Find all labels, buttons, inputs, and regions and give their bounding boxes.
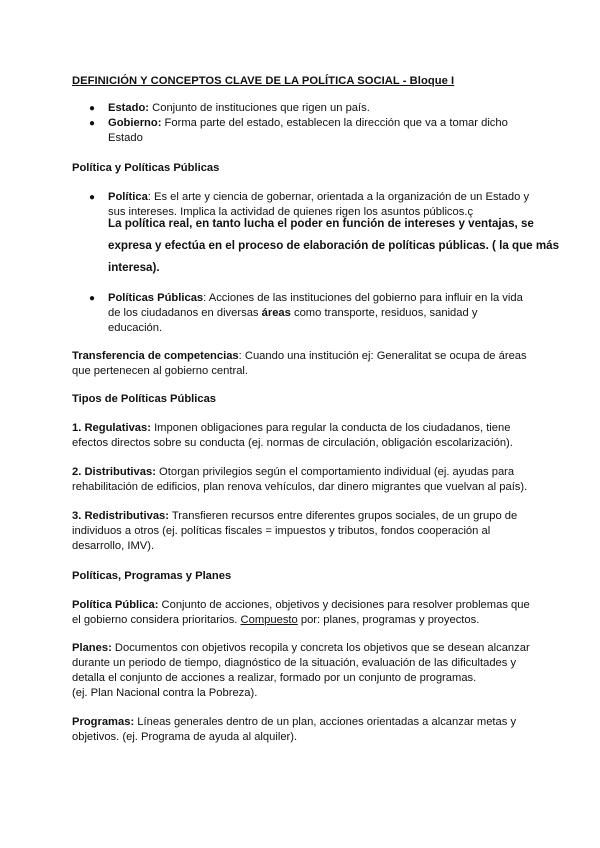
definition-politicas-publicas: : Acciones de las instituciones del gobierno para influir en la vida de los ciudadanos en diversas	[108, 292, 523, 319]
definition-gobierno: Forma parte del estado, establecen la dirección que va a tomar dicho Estado	[108, 117, 508, 144]
section-heading-politica: Política y Políticas Públicas	[72, 162, 220, 174]
definition-politica-publica-end: por: planes, programas y proyectos.	[297, 614, 480, 626]
term-programas: Programas:	[72, 716, 135, 728]
term-politica: Política	[108, 191, 148, 203]
intro-list	[72, 101, 532, 146]
politicas-publicas-list	[72, 291, 532, 336]
term-planes: Planes:	[72, 642, 112, 654]
definition-politica: : Es el arte y ciencia de gobernar, orientada a la organización de un Estado y sus intereses. Implica la actividad de quienes rigen los asuntos públicos.ç	[108, 191, 530, 218]
tipo-distributivas	[72, 465, 532, 495]
term-estado: Estado:	[108, 102, 150, 114]
definition-politica-publica: Conjunto de acciones, objetivos y decisiones para resolver problemas que el gobierno considera prioritarios.	[72, 599, 530, 626]
section-heading-tipos: Tipos de Políticas Públicas	[72, 393, 217, 405]
list-item-estado	[72, 101, 532, 116]
term-gobierno: Gobierno:	[108, 117, 162, 129]
definition-transferencia: : Cuando una institución ej: Generalitat se ocupa de áreas que pertenecen al gobierno central.	[72, 350, 527, 377]
definition-politicas-publicas-end: como transporte, residuos, sanidad y educación.	[108, 307, 478, 334]
term-regulativas: 1. Regulativas:	[72, 422, 151, 434]
definition-regulativas: Imponen obligaciones para regular la conducta de los ciudadanos, tiene efectos directos sobre su conducta (ej. normas de circulación, obligación escolarización).	[72, 422, 513, 449]
bullet-icon: ●	[89, 293, 96, 304]
list-item-politicas-publicas	[72, 291, 532, 336]
bullet-icon: ●	[89, 118, 96, 129]
politica-publica-paragraph	[72, 598, 532, 628]
term-politica-publica: Política Pública:	[72, 599, 159, 611]
definition-estado: Conjunto de instituciones que rigen un país.	[149, 102, 370, 114]
tipo-redistributivas	[72, 509, 532, 554]
politica-real-statement: La política real, en tanto lucha el poder en función de intereses y ventajas, se expresa y efectúa en el proceso de elaboración de políticas públicas. ( la que más interesa).	[108, 217, 560, 274]
compuesto-underlined: Compuesto	[240, 614, 298, 626]
programas-paragraph	[72, 715, 532, 745]
tipo-regulativas	[72, 421, 532, 451]
definition-programas: Líneas generales dentro de un plan, acciones orientadas a alcanzar metas y objetivos. (ej. Programa de ayuda al alquiler).	[72, 716, 517, 743]
term-politicas-publicas: Políticas Públicas	[108, 292, 204, 304]
planes-example: (ej. Plan Nacional contra la Pobreza).	[72, 687, 258, 699]
list-item-gobierno	[72, 116, 532, 146]
bullet-icon: ●	[89, 192, 96, 203]
term-distributivas: 2. Distributivas:	[72, 466, 156, 478]
planes-paragraph	[72, 641, 532, 701]
areas-emphasis: áreas	[261, 307, 291, 319]
transferencia-paragraph	[72, 349, 532, 379]
definition-redistributivas: Transfieren recursos entre diferentes grupos sociales, de un grupo de individuos a otros (ej. políticas fiscales = impuestos y tributos, fondos cooperación al desarrollo, IMV).	[72, 510, 518, 552]
definition-distributivas: Otorgan privilegios según el comportamiento individual (ej. ayudas para rehabilitación de edificios, plan renova vehículos, dar dinero migrantes que vuelvan al país).	[72, 466, 528, 493]
section-heading-ppp: Políticas, Programas y Planes	[72, 570, 232, 582]
bullet-icon: ●	[89, 103, 96, 114]
term-transferencia: Transferencia de competencias	[72, 350, 239, 362]
document-title: DEFINICIÓN Y CONCEPTOS CLAVE DE LA POLÍTICA SOCIAL - Bloque I	[72, 75, 455, 87]
definition-planes: Documentos con objetivos recopila y concreta los objetivos que se desean alcanzar durante un periodo de tiempo, diagnóstico de la situación, evaluación de las dificultades y detalla el conjunto de acciones a realizar, formado por un conjunto de programas.	[72, 642, 530, 684]
term-redistributivas: 3. Redistributivas:	[72, 510, 169, 522]
